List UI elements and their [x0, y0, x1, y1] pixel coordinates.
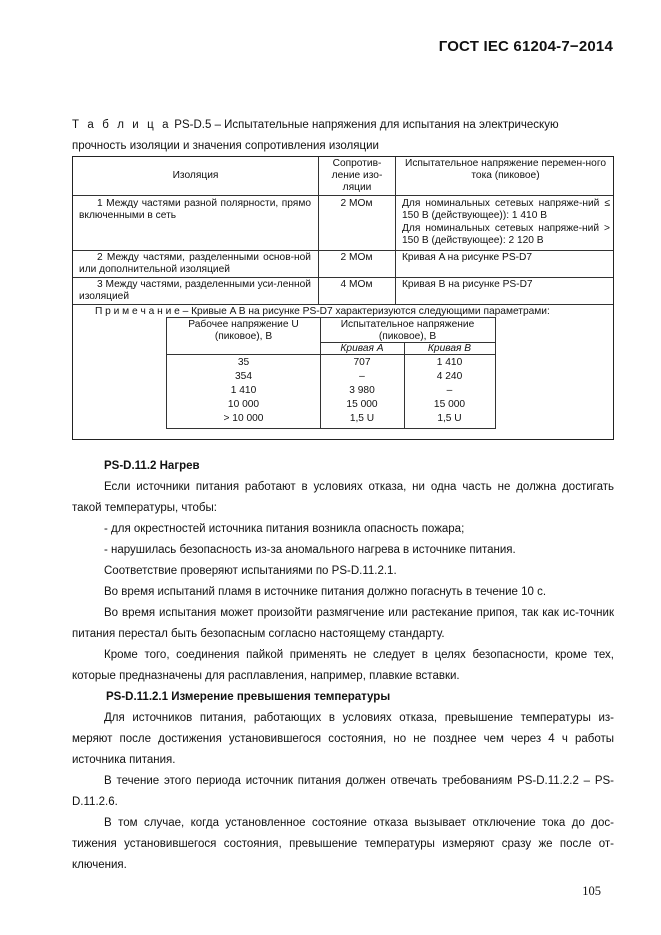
inner-value: 4 240 — [436, 371, 463, 382]
inner-value: 1,5 U — [349, 413, 375, 424]
table-note: П р и м е ч а н и е – Кривые A B на рисунке PS-D7 характеризуются следующими параметрами: — [95, 306, 550, 317]
table-caption — [72, 115, 614, 157]
row1-insulation: 1 Между частями разной полярности, прямо включенными в сеть — [79, 198, 311, 221]
inner-value: 1,5 U — [437, 413, 462, 424]
caption-text: PS-D.5 – Испытательные напряжения для испытания на электрическую прочность изоляции и значения сопротивления изоляции — [72, 119, 559, 152]
row3-insulation: 3 Между частями, разделенными уси-ленной изоляцией — [79, 279, 311, 302]
caption-prefix: Т а б л и ц а — [72, 119, 172, 131]
row3-resistance: 4 МОм — [340, 279, 373, 290]
header-resistance: Сопротив-ление изо-ляции — [331, 158, 383, 193]
inner-header-test: Испытательное напряжение (пиковое), В — [340, 319, 475, 342]
inner-value: > 10 000 — [223, 413, 264, 424]
row1-resistance: 2 МОм — [340, 198, 373, 209]
row1-voltage-b: Для номинальных сетевых напряже-ний > 150 В (действующее): 2 120 В — [402, 223, 610, 246]
paragraph: - нарушилась безопасность из-за аномального нагрева в источнике питания. — [104, 544, 516, 556]
inner-header-curve-b: Кривая B — [427, 343, 472, 354]
inner-value: 1 410 — [436, 357, 463, 368]
paragraph: В течение этого периода источник питания должен отвечать требованиям PS-D.11.2.2 – PS-D.11.2.6. — [72, 775, 614, 808]
inner-header-curve-a: Кривая A — [340, 343, 384, 354]
curve-parameters-table — [166, 317, 496, 429]
row2-resistance: 2 МОм — [340, 252, 373, 263]
row2-insulation: 2 Между частями, разделенными основ-ной или дополнительной изоляцией — [79, 252, 311, 275]
inner-value: 354 — [235, 371, 252, 382]
section-title-temperature: PS-D.11.2.1 Измерение превышения температуры — [106, 691, 391, 703]
table-divider — [73, 277, 613, 278]
table-divider — [73, 250, 613, 251]
document-header: ГОСТ IEC 61204-7−2014 — [438, 38, 613, 55]
inner-value: 707 — [353, 357, 371, 368]
inner-value: 1 410 — [230, 385, 257, 396]
paragraph: Кроме того, соединения пайкой применять не следует в целях безопасности, кроме тех, которые предназначены для расплавления, например, плавкие вставки. — [72, 649, 614, 682]
paragraph: - для окрестностей источника питания возникла опасность пожара; — [104, 523, 465, 535]
row1-voltage-a: Для номинальных сетевых напряже-ний ≤ 150 В (действующее)): 1 410 В — [402, 198, 610, 221]
inner-value: 15 000 — [433, 399, 466, 410]
inner-value: – — [359, 371, 365, 382]
inner-col-working — [167, 356, 320, 426]
table-divider — [395, 157, 396, 305]
inner-value: 15 000 — [346, 399, 378, 410]
paragraph: Во время испытаний пламя в источнике питания должно погаснуть в течение 10 с. — [104, 586, 547, 598]
paragraph: Во время испытания может произойти размягчение или растекание припоя, так как ис-точник питания перестал быть безопасным согласно настоящему стандарту. — [72, 607, 614, 640]
voltage-table — [72, 156, 614, 440]
paragraph: Соответствие проверяют испытаниями по PS-D.11.2.1. — [104, 565, 397, 577]
inner-col-curve-b — [404, 356, 495, 426]
row2-voltage: Кривая A на рисунке PS-D7 — [402, 252, 533, 263]
header-voltage: Испытательное напряжение перемен-ного тока (пиковое) — [405, 158, 606, 181]
section-title-heating: PS-D.11.2 Нагрев — [104, 460, 200, 472]
table-divider — [73, 195, 613, 196]
paragraph: Для источников питания, работающих в условиях отказа, превышение температуры из-меряют после достижения установившегося состояния, но не позднее чем через 4 ч работы источника питания. — [72, 712, 614, 766]
inner-value: – — [446, 385, 453, 396]
inner-value: 3 980 — [349, 385, 375, 396]
paragraph: В том случае, когда установленное состояние отказа вызывает отключение тока до дос-тижения установившегося состояния, превышение температуры измеряют сразу же после от-ключения. — [72, 817, 614, 871]
page-number: 105 — [582, 884, 601, 898]
inner-value: 35 — [237, 357, 250, 368]
inner-col-curve-a — [320, 356, 404, 426]
inner-value: 10 000 — [227, 399, 260, 410]
inner-header-working: Рабочее напряжение U (пиковое), В — [188, 319, 299, 342]
header-insulation: Изоляция — [172, 170, 219, 181]
table-divider — [73, 304, 613, 305]
paragraph: Если источники питания работают в условиях отказа, ни одна часть не должна достигать такой температуры, чтобы: — [72, 481, 614, 514]
row3-voltage: Кривая B на рисунке PS-D7 — [402, 279, 533, 290]
